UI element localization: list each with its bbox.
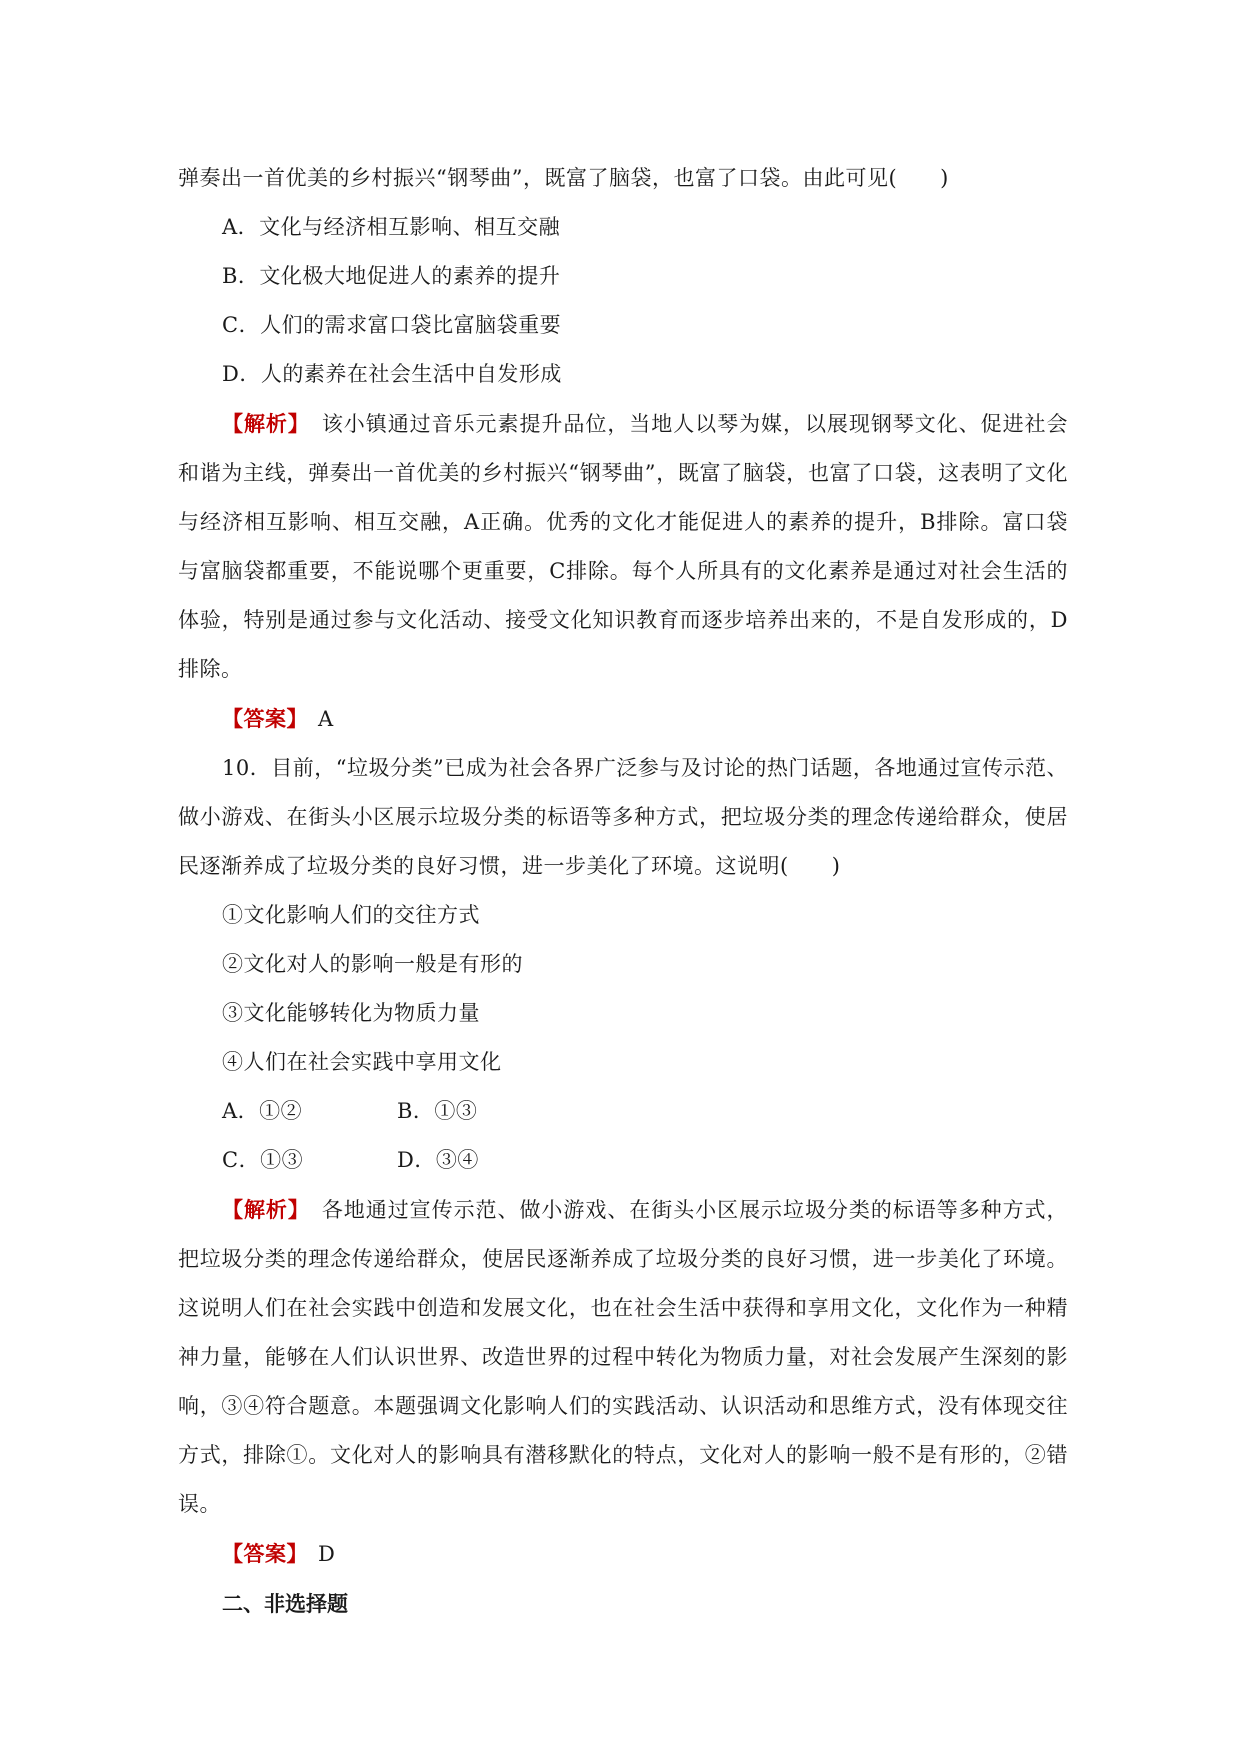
q9-analysis [178,399,1068,694]
q10-options-row-1 [178,1087,1068,1136]
q10-options-row-2 [178,1136,1068,1185]
q10-option-a: A．①② [222,1099,303,1123]
q10-answer-tag: 【答案】 [222,1541,308,1566]
q9-option-b: B．文化极大地促进人的素养的提升 [222,264,561,288]
q10-option-d: D．③④ [397,1148,479,1172]
q10-answer [178,1529,1068,1579]
section-title: 二、非选择题 [222,1591,348,1616]
q9-answer [178,694,1068,744]
q10-statement-2: ②文化对人的影响一般是有形的 [222,952,523,976]
page-content [178,154,1068,1628]
q10-analysis-tag: 【解析】 [222,1197,310,1222]
q10-option-c: C．①③ [222,1148,304,1172]
q9-option-a: A．文化与经济相互影响、相互交融 [222,215,561,239]
q9-answer-value: A [318,707,334,731]
q10-statement-1: ①文化影响人们的交往方式 [222,903,480,927]
q9-option-d: D．人的素养在社会生活中自发形成 [222,362,562,386]
q10-statement-3: ③文化能够转化为物质力量 [222,1001,480,1025]
q9-analysis-tag: 【解析】 [222,411,310,436]
q9-stem-tail: 弹奏出一首优美的乡村振兴“钢琴曲”，既富了脑袋，也富了口袋。由此可见( ) [178,166,949,190]
q10-stem: 10．目前，“垃圾分类”已成为社会各界广泛参与及讨论的热门话题，各地通过宣传示范、做小游戏、在街头小区展示垃圾分类的标语等多种方式，把垃圾分类的理念传递给群众，使居民逐渐养成了垃圾分类的良好习惯，进一步美化了环境。这说明( ) [178,756,1068,878]
q9-analysis-text: 该小镇通过音乐元素提升品位，当地人以琴为媒，以展现钢琴文化、促进社会和谐为主线，弹奏出一首优美的乡村振兴“钢琴曲”，既富了脑袋，也富了口袋，这表明了文化与经济相互影响、相互交融，A正确。优秀的文化才能促进人的素养的提升，B排除。富口袋与富脑袋都重要，不能说哪个更重要，C排除。每个人所具有的文化素养是通过对社会生活的体验，特别是通过参与文化活动、接受文化知识教育而逐步培养出来的，不是自发形成的，D排除。 [178,412,1069,681]
q10-analysis-text: 各地通过宣传示范、做小游戏、在街头小区展示垃圾分类的标语等多种方式，把垃圾分类的理念传递给群众，使居民逐渐养成了垃圾分类的良好习惯，进一步美化了环境。这说明人们在社会实践中创造和发展文化，也在社会生活中获得和享用文化，文化作为一种精神力量，能够在人们认识世界、改造世界的过程中转化为物质力量，对社会发展产生深刻的影响，③④符合题意。本题强调文化影响人们的实践活动、认识活动和思维方式，没有体现交往方式，排除①。文化对人的影响具有潜移默化的特点，文化对人的影响一般不是有形的，②错误。 [178,1198,1069,1516]
q9-option-c: C．人们的需求富口袋比富脑袋重要 [222,313,562,337]
q10-statement-4: ④人们在社会实践中享用文化 [222,1050,502,1074]
q9-answer-tag: 【答案】 [222,706,308,731]
q10-answer-value: D [318,1542,336,1566]
q10-analysis [178,1185,1068,1529]
q10-option-b: B．①③ [397,1099,478,1123]
